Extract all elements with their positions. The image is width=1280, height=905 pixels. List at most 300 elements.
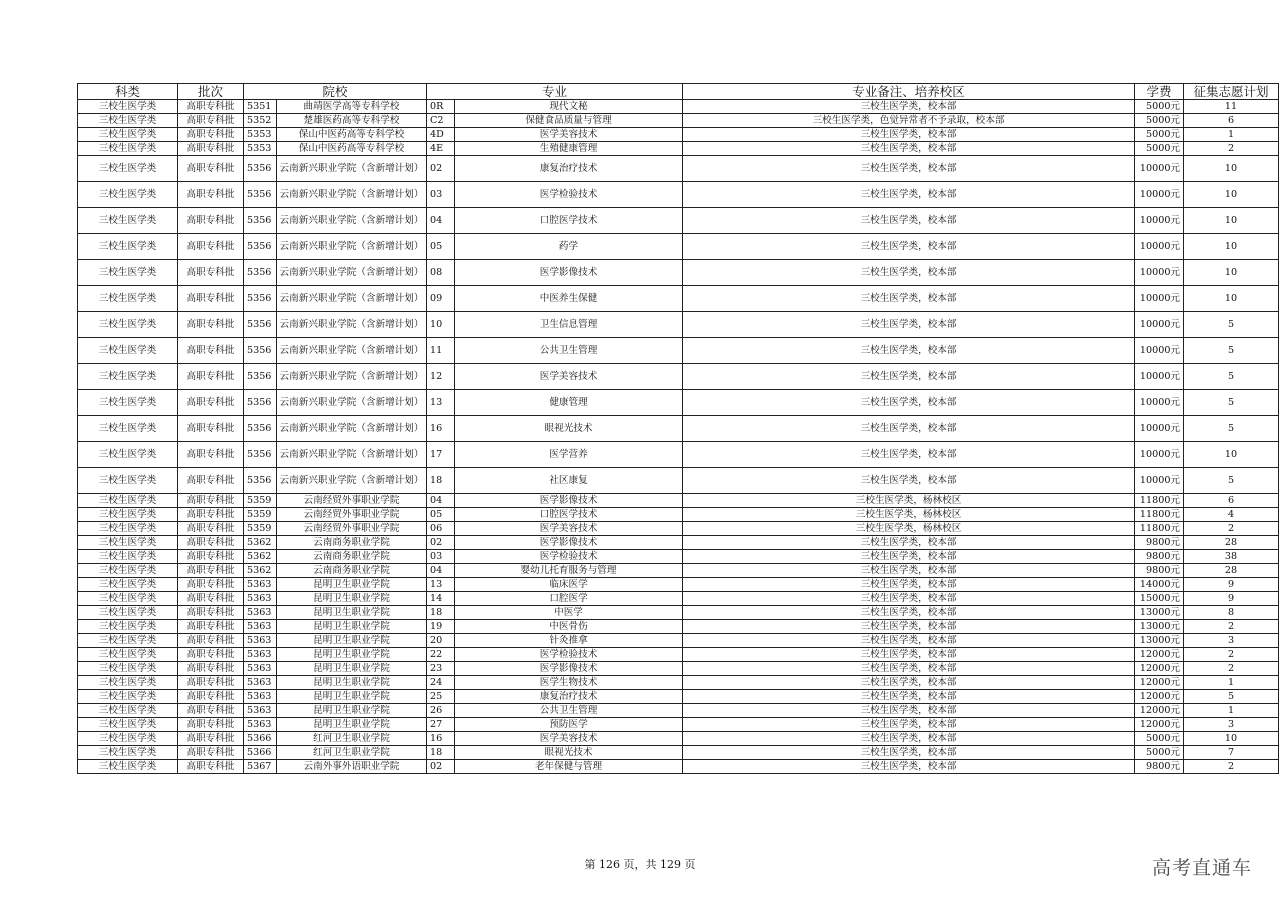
cell-school: 曲靖医学高等专科学校 xyxy=(277,100,427,114)
cell-fee: 12000元 xyxy=(1135,690,1184,704)
cell-plan: 2 xyxy=(1184,522,1279,536)
table-row xyxy=(78,550,1279,564)
cell-fee: 13000元 xyxy=(1135,620,1184,634)
cell-category: 三校生医学类 xyxy=(78,578,178,592)
cell-fee: 10000元 xyxy=(1135,286,1184,312)
cell-batch: 高职专科批 xyxy=(178,648,244,662)
cell-major: 临床医学 xyxy=(455,578,683,592)
cell-fee: 10000元 xyxy=(1135,182,1184,208)
cell-batch: 高职专科批 xyxy=(178,128,244,142)
table-row xyxy=(78,182,1279,208)
cell-school: 保山中医药高等专科学校 xyxy=(277,128,427,142)
cell-school: 云南商务职业学院 xyxy=(277,536,427,550)
cell-major: 现代文秘 xyxy=(455,100,683,114)
cell-fee: 11800元 xyxy=(1135,522,1184,536)
cell-category: 三校生医学类 xyxy=(78,100,178,114)
cell-batch: 高职专科批 xyxy=(178,704,244,718)
cell-school: 昆明卫生职业学院 xyxy=(277,578,427,592)
cell-major-code: 03 xyxy=(427,182,455,208)
cell-school: 云南经贸外事职业学院 xyxy=(277,522,427,536)
cell-major-code: 13 xyxy=(427,578,455,592)
cell-fee: 11800元 xyxy=(1135,494,1184,508)
cell-batch: 高职专科批 xyxy=(178,142,244,156)
cell-plan: 10 xyxy=(1184,208,1279,234)
table-row xyxy=(78,208,1279,234)
cell-major-code: 0R xyxy=(427,100,455,114)
cell-category: 三校生医学类 xyxy=(78,606,178,620)
cell-note: 三校生医学类，校本部 xyxy=(683,648,1135,662)
cell-category: 三校生医学类 xyxy=(78,390,178,416)
watermark-logo: 高考直通车 xyxy=(1151,857,1252,879)
cell-plan: 38 xyxy=(1184,550,1279,564)
cell-school: 红河卫生职业学院 xyxy=(277,746,427,760)
cell-note: 三校生医学类，校本部 xyxy=(683,690,1135,704)
table-header-row xyxy=(78,84,1279,100)
cell-batch: 高职专科批 xyxy=(178,732,244,746)
cell-fee: 5000元 xyxy=(1135,142,1184,156)
cell-school: 云南商务职业学院 xyxy=(277,564,427,578)
cell-category: 三校生医学类 xyxy=(78,550,178,564)
table-row xyxy=(78,676,1279,690)
table-row xyxy=(78,156,1279,182)
cell-major-code: 03 xyxy=(427,550,455,564)
cell-category: 三校生医学类 xyxy=(78,746,178,760)
cell-plan: 2 xyxy=(1184,760,1279,774)
cell-fee: 12000元 xyxy=(1135,648,1184,662)
cell-batch: 高职专科批 xyxy=(178,564,244,578)
cell-major: 康复治疗技术 xyxy=(455,690,683,704)
cell-major-code: 4D xyxy=(427,128,455,142)
table-row xyxy=(78,704,1279,718)
cell-major: 中医骨伤 xyxy=(455,620,683,634)
cell-plan: 2 xyxy=(1184,620,1279,634)
cell-fee: 10000元 xyxy=(1135,390,1184,416)
cell-major: 医学检验技术 xyxy=(455,648,683,662)
cell-note: 三校生医学类，校本部 xyxy=(683,468,1135,494)
admission-plan-table xyxy=(77,83,1279,774)
cell-major-code: 09 xyxy=(427,286,455,312)
cell-fee: 15000元 xyxy=(1135,592,1184,606)
cell-school-code: 5351 xyxy=(244,100,277,114)
cell-major: 医学美容技术 xyxy=(455,128,683,142)
cell-major-code: 18 xyxy=(427,468,455,494)
cell-major-code: 16 xyxy=(427,732,455,746)
cell-school-code: 5359 xyxy=(244,522,277,536)
cell-school-code: 5356 xyxy=(244,286,277,312)
cell-major: 保健食品质量与管理 xyxy=(455,114,683,128)
cell-category: 三校生医学类 xyxy=(78,312,178,338)
cell-note: 三校生医学类，杨林校区 xyxy=(683,508,1135,522)
cell-school: 昆明卫生职业学院 xyxy=(277,662,427,676)
cell-fee: 11800元 xyxy=(1135,508,1184,522)
cell-school-code: 5356 xyxy=(244,364,277,390)
cell-note: 三校生医学类，校本部 xyxy=(683,142,1135,156)
cell-school-code: 5363 xyxy=(244,648,277,662)
cell-plan: 10 xyxy=(1184,260,1279,286)
cell-school-code: 5356 xyxy=(244,234,277,260)
cell-major: 预防医学 xyxy=(455,718,683,732)
cell-note: 三校生医学类，校本部 xyxy=(683,746,1135,760)
cell-school-code: 5356 xyxy=(244,182,277,208)
cell-note: 三校生医学类，校本部 xyxy=(683,156,1135,182)
cell-school: 云南经贸外事职业学院 xyxy=(277,494,427,508)
cell-fee: 13000元 xyxy=(1135,634,1184,648)
cell-school: 云南新兴职业学院（含新增计划） xyxy=(277,442,427,468)
cell-major: 医学影像技术 xyxy=(455,536,683,550)
cell-fee: 9800元 xyxy=(1135,536,1184,550)
cell-batch: 高职专科批 xyxy=(178,208,244,234)
cell-category: 三校生医学类 xyxy=(78,536,178,550)
cell-school-code: 5363 xyxy=(244,634,277,648)
cell-batch: 高职专科批 xyxy=(178,390,244,416)
cell-plan: 4 xyxy=(1184,508,1279,522)
table-row xyxy=(78,364,1279,390)
cell-category: 三校生医学类 xyxy=(78,564,178,578)
table-row xyxy=(78,114,1279,128)
cell-school-code: 5359 xyxy=(244,494,277,508)
cell-batch: 高职专科批 xyxy=(178,100,244,114)
cell-school-code: 5356 xyxy=(244,416,277,442)
cell-school-code: 5362 xyxy=(244,550,277,564)
cell-category: 三校生医学类 xyxy=(78,690,178,704)
cell-school-code: 5362 xyxy=(244,564,277,578)
cell-school-code: 5363 xyxy=(244,662,277,676)
cell-major-code: 06 xyxy=(427,522,455,536)
cell-school-code: 5356 xyxy=(244,260,277,286)
cell-major-code: 22 xyxy=(427,648,455,662)
cell-major-code: 12 xyxy=(427,364,455,390)
table-row xyxy=(78,338,1279,364)
cell-school: 云南新兴职业学院（含新增计划） xyxy=(277,260,427,286)
cell-batch: 高职专科批 xyxy=(178,578,244,592)
cell-category: 三校生医学类 xyxy=(78,442,178,468)
cell-major: 中医学 xyxy=(455,606,683,620)
header-category: 科类 xyxy=(78,84,178,100)
cell-plan: 10 xyxy=(1184,732,1279,746)
cell-note: 三校生医学类，杨林校区 xyxy=(683,494,1135,508)
cell-school-code: 5356 xyxy=(244,156,277,182)
cell-category: 三校生医学类 xyxy=(78,156,178,182)
cell-major-code: 27 xyxy=(427,718,455,732)
cell-major-code: 18 xyxy=(427,746,455,760)
cell-major-code: 02 xyxy=(427,760,455,774)
cell-note: 三校生医学类，校本部 xyxy=(683,606,1135,620)
cell-note: 三校生医学类，校本部 xyxy=(683,260,1135,286)
cell-school-code: 5362 xyxy=(244,536,277,550)
cell-school: 云南经贸外事职业学院 xyxy=(277,508,427,522)
cell-category: 三校生医学类 xyxy=(78,718,178,732)
cell-major-code: 02 xyxy=(427,536,455,550)
cell-fee: 12000元 xyxy=(1135,662,1184,676)
cell-major: 卫生信息管理 xyxy=(455,312,683,338)
table-row xyxy=(78,606,1279,620)
table-row xyxy=(78,234,1279,260)
cell-batch: 高职专科批 xyxy=(178,494,244,508)
cell-major: 社区康复 xyxy=(455,468,683,494)
cell-fee: 5000元 xyxy=(1135,100,1184,114)
cell-school-code: 5356 xyxy=(244,390,277,416)
header-major: 专业 xyxy=(427,84,683,100)
cell-school: 昆明卫生职业学院 xyxy=(277,704,427,718)
cell-major-code: 16 xyxy=(427,416,455,442)
cell-note: 三校生医学类，校本部 xyxy=(683,718,1135,732)
cell-plan: 10 xyxy=(1184,442,1279,468)
cell-plan: 6 xyxy=(1184,114,1279,128)
cell-plan: 2 xyxy=(1184,142,1279,156)
cell-category: 三校生医学类 xyxy=(78,634,178,648)
cell-plan: 5 xyxy=(1184,338,1279,364)
cell-major: 医学美容技术 xyxy=(455,364,683,390)
cell-plan: 11 xyxy=(1184,100,1279,114)
cell-batch: 高职专科批 xyxy=(178,522,244,536)
cell-fee: 10000元 xyxy=(1135,338,1184,364)
cell-note: 三校生医学类，校本部 xyxy=(683,338,1135,364)
cell-fee: 5000元 xyxy=(1135,128,1184,142)
cell-school-code: 5366 xyxy=(244,746,277,760)
cell-major-code: 02 xyxy=(427,156,455,182)
header-fee: 学费 xyxy=(1135,84,1184,100)
cell-batch: 高职专科批 xyxy=(178,760,244,774)
cell-school-code: 5363 xyxy=(244,704,277,718)
cell-note: 三校生医学类，校本部 xyxy=(683,620,1135,634)
cell-category: 三校生医学类 xyxy=(78,364,178,390)
cell-plan: 8 xyxy=(1184,606,1279,620)
cell-batch: 高职专科批 xyxy=(178,156,244,182)
cell-plan: 10 xyxy=(1184,286,1279,312)
table-row xyxy=(78,522,1279,536)
table-row xyxy=(78,442,1279,468)
cell-batch: 高职专科批 xyxy=(178,634,244,648)
cell-school-code: 5363 xyxy=(244,592,277,606)
cell-category: 三校生医学类 xyxy=(78,704,178,718)
table-row xyxy=(78,260,1279,286)
cell-category: 三校生医学类 xyxy=(78,128,178,142)
cell-category: 三校生医学类 xyxy=(78,114,178,128)
cell-batch: 高职专科批 xyxy=(178,468,244,494)
cell-note: 三校生医学类，校本部 xyxy=(683,128,1135,142)
cell-plan: 5 xyxy=(1184,390,1279,416)
cell-plan: 2 xyxy=(1184,648,1279,662)
cell-batch: 高职专科批 xyxy=(178,182,244,208)
cell-school: 云南新兴职业学院（含新增计划） xyxy=(277,338,427,364)
cell-plan: 9 xyxy=(1184,578,1279,592)
cell-fee: 9800元 xyxy=(1135,760,1184,774)
cell-batch: 高职专科批 xyxy=(178,234,244,260)
cell-category: 三校生医学类 xyxy=(78,522,178,536)
cell-fee: 9800元 xyxy=(1135,564,1184,578)
header-batch: 批次 xyxy=(178,84,244,100)
cell-school-code: 5363 xyxy=(244,690,277,704)
page-number: 第 126 页，共 129 页 xyxy=(584,858,696,871)
table-row xyxy=(78,494,1279,508)
cell-note: 三校生医学类，校本部 xyxy=(683,234,1135,260)
cell-fee: 10000元 xyxy=(1135,260,1184,286)
cell-major-code: 04 xyxy=(427,564,455,578)
cell-note: 三校生医学类，色觉异常者不予录取，校本部 xyxy=(683,114,1135,128)
cell-fee: 10000元 xyxy=(1135,234,1184,260)
cell-note: 三校生医学类，校本部 xyxy=(683,760,1135,774)
cell-major-code: 04 xyxy=(427,208,455,234)
cell-note: 三校生医学类，校本部 xyxy=(683,364,1135,390)
table-row xyxy=(78,536,1279,550)
cell-major: 医学检验技术 xyxy=(455,550,683,564)
cell-major-code: 25 xyxy=(427,690,455,704)
cell-school-code: 5356 xyxy=(244,468,277,494)
cell-plan: 10 xyxy=(1184,156,1279,182)
cell-batch: 高职专科批 xyxy=(178,550,244,564)
cell-note: 三校生医学类，校本部 xyxy=(683,416,1135,442)
cell-school-code: 5356 xyxy=(244,208,277,234)
cell-fee: 5000元 xyxy=(1135,732,1184,746)
cell-category: 三校生医学类 xyxy=(78,260,178,286)
table-row xyxy=(78,746,1279,760)
cell-batch: 高职专科批 xyxy=(178,508,244,522)
table-row xyxy=(78,100,1279,114)
table-row xyxy=(78,718,1279,732)
cell-school: 保山中医药高等专科学校 xyxy=(277,142,427,156)
cell-major-code: 24 xyxy=(427,676,455,690)
table-row xyxy=(78,468,1279,494)
cell-category: 三校生医学类 xyxy=(78,760,178,774)
cell-batch: 高职专科批 xyxy=(178,286,244,312)
cell-note: 三校生医学类，校本部 xyxy=(683,286,1135,312)
cell-major: 婴幼儿托育服务与管理 xyxy=(455,564,683,578)
cell-school-code: 5367 xyxy=(244,760,277,774)
cell-fee: 9800元 xyxy=(1135,550,1184,564)
cell-school-code: 5366 xyxy=(244,732,277,746)
header-plan: 征集志愿计划 xyxy=(1184,84,1279,100)
cell-note: 三校生医学类，校本部 xyxy=(683,578,1135,592)
cell-category: 三校生医学类 xyxy=(78,732,178,746)
cell-school: 云南外事外语职业学院 xyxy=(277,760,427,774)
cell-major-code: C2 xyxy=(427,114,455,128)
cell-major: 老年保健与管理 xyxy=(455,760,683,774)
cell-category: 三校生医学类 xyxy=(78,182,178,208)
cell-plan: 5 xyxy=(1184,364,1279,390)
cell-school-code: 5363 xyxy=(244,578,277,592)
cell-school-code: 5363 xyxy=(244,676,277,690)
cell-batch: 高职专科批 xyxy=(178,312,244,338)
header-note: 专业备注、培养校区 xyxy=(683,84,1135,100)
cell-school: 云南新兴职业学院（含新增计划） xyxy=(277,182,427,208)
cell-plan: 3 xyxy=(1184,634,1279,648)
table-row xyxy=(78,634,1279,648)
cell-plan: 28 xyxy=(1184,536,1279,550)
cell-school: 云南新兴职业学院（含新增计划） xyxy=(277,208,427,234)
cell-school-code: 5356 xyxy=(244,312,277,338)
cell-plan: 7 xyxy=(1184,746,1279,760)
cell-plan: 5 xyxy=(1184,468,1279,494)
cell-batch: 高职专科批 xyxy=(178,364,244,390)
cell-category: 三校生医学类 xyxy=(78,676,178,690)
cell-batch: 高职专科批 xyxy=(178,690,244,704)
cell-school-code: 5356 xyxy=(244,442,277,468)
cell-major: 康复治疗技术 xyxy=(455,156,683,182)
cell-major-code: 4E xyxy=(427,142,455,156)
cell-major-code: 18 xyxy=(427,606,455,620)
cell-major: 口腔医学技术 xyxy=(455,508,683,522)
cell-category: 三校生医学类 xyxy=(78,648,178,662)
cell-major: 针灸推拿 xyxy=(455,634,683,648)
cell-major-code: 19 xyxy=(427,620,455,634)
cell-school: 昆明卫生职业学院 xyxy=(277,648,427,662)
cell-major-code: 13 xyxy=(427,390,455,416)
table-body xyxy=(78,100,1279,774)
cell-plan: 28 xyxy=(1184,564,1279,578)
cell-major-code: 05 xyxy=(427,234,455,260)
cell-plan: 10 xyxy=(1184,234,1279,260)
cell-category: 三校生医学类 xyxy=(78,468,178,494)
cell-school-code: 5363 xyxy=(244,606,277,620)
table-row xyxy=(78,312,1279,338)
cell-school: 云南新兴职业学院（含新增计划） xyxy=(277,156,427,182)
cell-batch: 高职专科批 xyxy=(178,338,244,364)
cell-school: 昆明卫生职业学院 xyxy=(277,676,427,690)
table-row xyxy=(78,286,1279,312)
cell-batch: 高职专科批 xyxy=(178,718,244,732)
cell-school: 昆明卫生职业学院 xyxy=(277,620,427,634)
table-row xyxy=(78,390,1279,416)
table-row xyxy=(78,620,1279,634)
cell-school: 云南新兴职业学院（含新增计划） xyxy=(277,468,427,494)
cell-school-code: 5363 xyxy=(244,620,277,634)
cell-major-code: 17 xyxy=(427,442,455,468)
cell-category: 三校生医学类 xyxy=(78,234,178,260)
cell-category: 三校生医学类 xyxy=(78,662,178,676)
cell-plan: 2 xyxy=(1184,662,1279,676)
table-row xyxy=(78,564,1279,578)
cell-fee: 10000元 xyxy=(1135,442,1184,468)
cell-plan: 10 xyxy=(1184,182,1279,208)
cell-batch: 高职专科批 xyxy=(178,662,244,676)
cell-school: 昆明卫生职业学院 xyxy=(277,690,427,704)
table-row xyxy=(78,592,1279,606)
cell-note: 三校生医学类，校本部 xyxy=(683,564,1135,578)
cell-school: 云南新兴职业学院（含新增计划） xyxy=(277,312,427,338)
cell-school-code: 5356 xyxy=(244,338,277,364)
cell-note: 三校生医学类，校本部 xyxy=(683,390,1135,416)
cell-major: 公共卫生管理 xyxy=(455,338,683,364)
cell-major: 中医养生保健 xyxy=(455,286,683,312)
cell-note: 三校生医学类，校本部 xyxy=(683,536,1135,550)
cell-category: 三校生医学类 xyxy=(78,592,178,606)
cell-major: 口腔医学技术 xyxy=(455,208,683,234)
cell-major: 医学美容技术 xyxy=(455,522,683,536)
cell-fee: 13000元 xyxy=(1135,606,1184,620)
cell-school: 云南新兴职业学院（含新增计划） xyxy=(277,286,427,312)
table-row xyxy=(78,508,1279,522)
cell-school-code: 5352 xyxy=(244,114,277,128)
cell-major-code: 26 xyxy=(427,704,455,718)
table-row xyxy=(78,142,1279,156)
cell-fee: 10000元 xyxy=(1135,312,1184,338)
cell-major-code: 14 xyxy=(427,592,455,606)
cell-category: 三校生医学类 xyxy=(78,208,178,234)
cell-major-code: 23 xyxy=(427,662,455,676)
cell-plan: 5 xyxy=(1184,690,1279,704)
cell-major: 眼视光技术 xyxy=(455,416,683,442)
cell-note: 三校生医学类，校本部 xyxy=(683,100,1135,114)
cell-major-code: 04 xyxy=(427,494,455,508)
cell-major-code: 05 xyxy=(427,508,455,522)
cell-fee: 5000元 xyxy=(1135,746,1184,760)
cell-batch: 高职专科批 xyxy=(178,416,244,442)
cell-major: 眼视光技术 xyxy=(455,746,683,760)
cell-plan: 5 xyxy=(1184,416,1279,442)
cell-category: 三校生医学类 xyxy=(78,142,178,156)
cell-fee: 12000元 xyxy=(1135,718,1184,732)
cell-batch: 高职专科批 xyxy=(178,114,244,128)
